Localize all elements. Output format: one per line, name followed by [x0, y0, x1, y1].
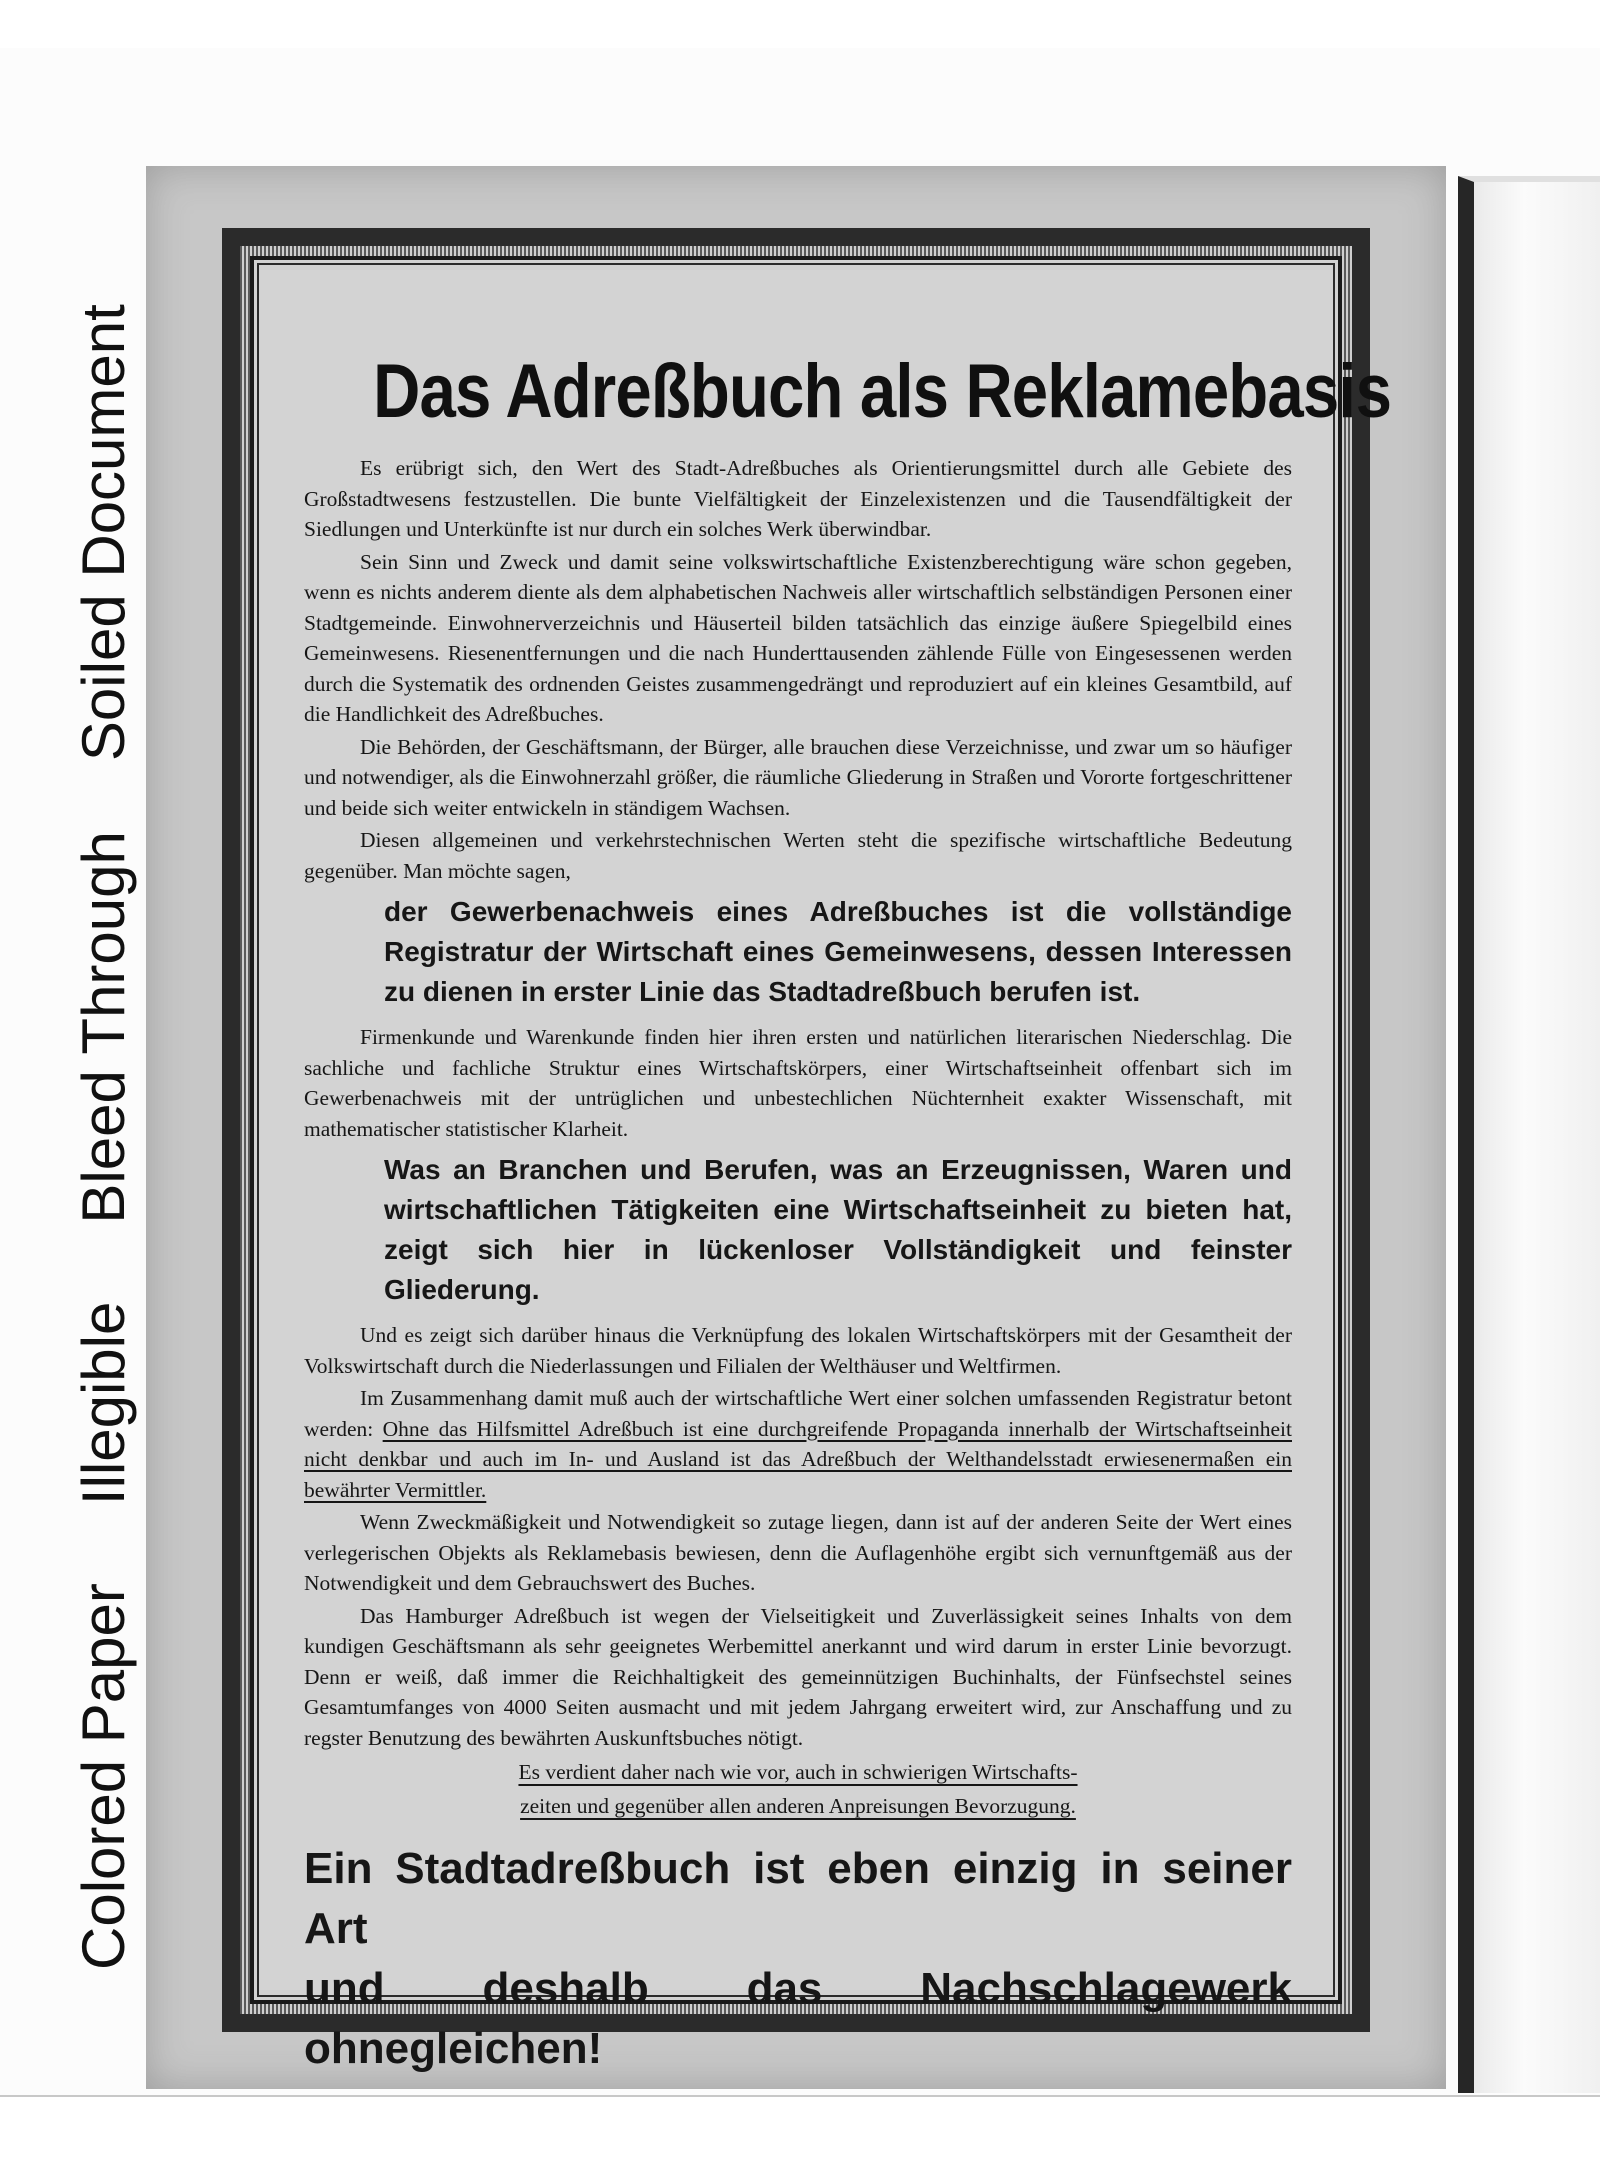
paragraph-7-start: Im Zusammenhang damit muß auch der wirtschaftliche Wert einer solchen umfassenden Registratur betont werden: — [304, 1386, 1292, 1441]
label-illegible: Illegible — [69, 1301, 137, 1506]
paragraph-5: Firmenkunde und Warenkunde finden hier ihren ersten und natürlichen literarischen Niederschlag. Die sachliche und fachliche Struktur eines Wirtschaftskörpers, einer Wirtschaftseinheit offenbart sich im Gewerbenachweis mit der untrüglichen und unbestechlichen Nüchternheit exakter Wissenschaft, mit mathematischer statistischer Klarheit. — [304, 1025, 1292, 1141]
paragraph-2: Sein Sinn und Zweck und damit seine volkswirtschaftliche Existenzberechtigung wäre schon gegeben, wenn es nichts anderem diente als dem alphabetischen Nachweis aller wirtschaftlich selbständigen Personen einer Stadtgemeinde. Einwohnerverzeichnis und Häuserteil bilden tatsächlich das einzige äußere Spiegelbild eines Gemeinwesens. Riesenentfernungen und die nach Hunderttausenden zählende Fülle von Eingesessenen werden durch die Systematik des ordnenden Geistes zusammengedrängt und reproduziert auf ein kleines Gesamtbild, auf die Handlichkeit des Adreßbuches. — [304, 549, 1292, 726]
scan-bottom-margin — [0, 2095, 1600, 2179]
closing-statement — [304, 1839, 1292, 2079]
scanned-page — [146, 166, 1446, 2089]
emphasis-block-1: der Gewerbenachweis eines Adreßbuches ist die vollständige Registratur der Wirtschaft eines Gemeinwesens, dessen Interessen zu dienen in erster Linie das Stadtadreßbuch berufen ist. — [384, 896, 1292, 1007]
side-labels — [58, 120, 148, 1970]
label-soiled-document: Soiled Document — [69, 304, 137, 762]
emphasis-block-2: Was an Branchen und Berufen, was an Erzeugnissen, Waren und wirtschaftlichen Tätigkeiten eine Wirtschaftseinheit zu bieten hat, zeigt sich hier in lückenloser Vollständigkeit und feinster Gliederung. — [384, 1154, 1292, 1305]
paragraph-8: Wenn Zweckmäßigkeit und Notwendigkeit so zutage liegen, dann ist auf der anderen Seite der Wert eines verlegerischen Objekts als Reklamebasis bewiesen, denn die Auflagenhöhe ergibt sich vernunftgemäß aus der Notwendigkeit und dem Gebrauchswert des Buches. — [304, 1510, 1292, 1595]
paragraph-3: Die Behörden, der Geschäftsmann, der Bürger, alle brauchen diese Verzeichnisse, und zwar um so häufiger und notwendiger, als die Einwohnerzahl größer, die räumliche Gliederung in Straßen und Vororte fortgeschrittener und beide sich weiter entwickeln in ständigem Wachsen. — [304, 734, 1292, 820]
label-bleed-through: Bleed Through — [69, 831, 137, 1224]
paragraph-4: Diesen allgemeinen und verkehrstechnischen Werten steht die spezifische wirtschaftliche Bedeutung gegenüber. Man möchte sagen, — [304, 828, 1292, 883]
document-body — [304, 300, 1392, 2073]
closing-line-2: und deshalb das Nachschlagewerk ohnegleichen! — [304, 1964, 1292, 2073]
centered-line-1: Es verdient daher nach wie vor, auch in schwierigen Wirtschafts- — [518, 1760, 1078, 1784]
centered-line-2: zeiten und gegenüber allen anderen Anpreisungen Bevorzugung. — [520, 1794, 1076, 1818]
closing-line-1: Ein Stadtadreßbuch ist eben einzig in seiner Art — [304, 1844, 1292, 1953]
adjacent-page-edge — [1458, 176, 1600, 2093]
decorative-border — [222, 228, 1392, 2073]
scan-top-margin — [0, 0, 1600, 48]
paragraph-1: Es erübrigt sich, den Wert des Stadt-Adreßbuches als Orientierungsmittel durch alle Gebiete des Großstadtwesens festzustellen. Die bunte Vielfältigkeit der Einzelexistenzen und die Tausendfältigkeit der Siedlungen und Unterkünfte ist nur durch ein solches Werk überwindbar. — [304, 456, 1292, 541]
inner-panel — [250, 256, 1392, 2073]
paragraph-6: Und es zeigt sich darüber hinaus die Verknüpfung des lokalen Wirtschaftskörpers mit der Gesamtheit der Volkswirtschaft durch die Niederlassungen und Filialen der Welthäuser und Weltfirmen. — [304, 1323, 1292, 1378]
page-title: Das Adreßbuch als Reklamebasis — [373, 349, 1392, 434]
paragraph-9: Das Hamburger Adreßbuch ist wegen der Vielseitigkeit und Zuverlässigkeit seines Inhalts von dem kundigen Geschäftsmann als sehr geeignetes Werbemittel anerkannt und wird darum in erster Linie bevorzugt. Denn er weiß, daß immer die Reichhaltigkeit des gemeinnützigen Buchinhalts, der Fünfsechstel seines Gesamtumfanges von 4000 Seiten ausmacht und mit jedem Jahrgang erweitert wird, zur Anschaffung und zu regster Benutzung des bewährten Auskunftsbuches nötigt. — [304, 1603, 1292, 1750]
label-colored-paper: Colored Paper — [69, 1583, 137, 1970]
centered-statement — [304, 1755, 1292, 1823]
paragraph-7-underlined: Ohne das Hilfsmittel Adreßbuch ist eine durchgreifende Propaganda innerhalb der Wirtschaftseinheit nicht denkbar und auch im In- und Ausland ist das Adreßbuch der Welthandelsstadt erwiesenermaßen ein bewährter Vermittler. — [304, 1416, 1292, 1502]
paragraph-7 — [304, 1383, 1292, 1505]
